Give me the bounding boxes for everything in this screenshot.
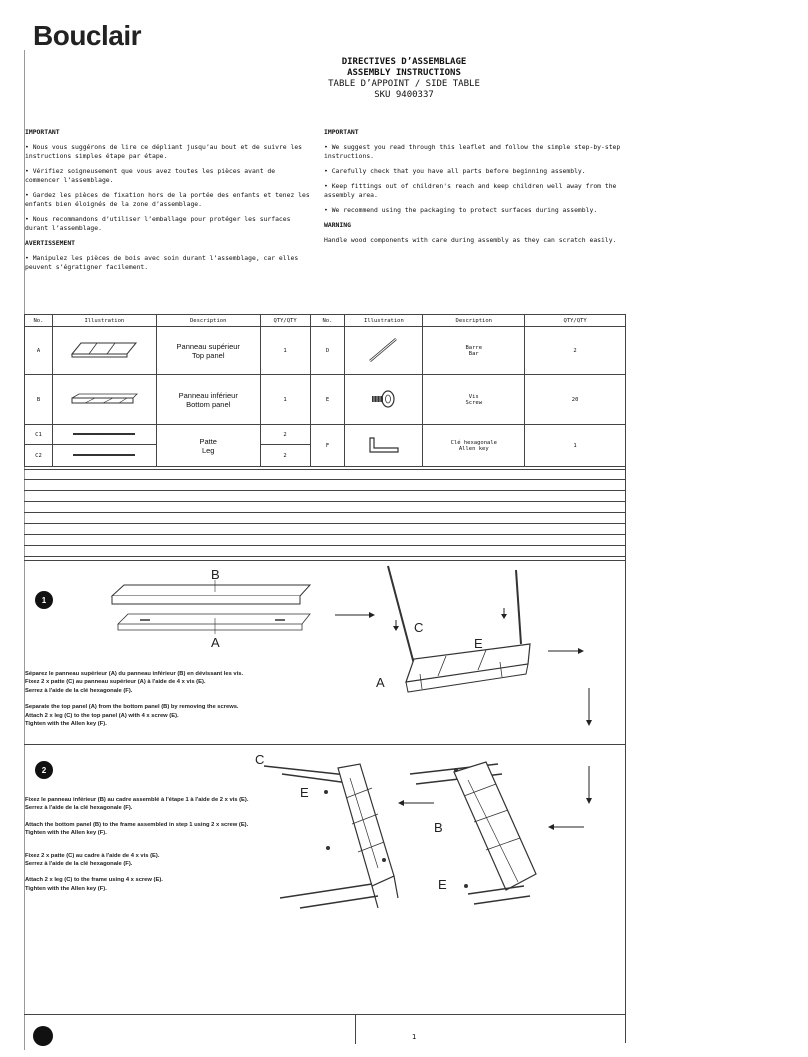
en-item: • We suggest you read through this leaflet and follow the simple step-by-step instructions. (324, 143, 621, 160)
part-description (156, 425, 260, 467)
label-e-bottom: E (438, 877, 447, 892)
rule-line (24, 523, 626, 524)
step-3-column-divider (355, 1014, 356, 1044)
part-no: E (310, 375, 345, 425)
part-illustration-bar (345, 327, 423, 375)
col-header-illustration: Illustration (52, 315, 156, 327)
en-warning-title: WARNING (324, 221, 351, 229)
desc-en: Bottom panel (186, 399, 231, 409)
top-panel-drawing (69, 340, 139, 360)
rule-line (24, 469, 626, 470)
label-b: B (434, 820, 443, 835)
allen-key-drawing (364, 434, 404, 456)
col-header-qty: QTY/QTY (525, 315, 626, 327)
part-qty: 1 (260, 327, 310, 375)
part-no: D (310, 327, 345, 375)
step-1-badge: 1 (35, 591, 53, 609)
col-header-description: Description (423, 315, 525, 327)
en-item: • Carefully check that you have all parts before beginning assembly. (324, 167, 586, 175)
part-illustration-top-panel (52, 327, 156, 375)
step-3-badge (33, 1026, 53, 1046)
part-illustration-screw (345, 375, 423, 425)
label-a-frame: A (376, 675, 385, 690)
step-2-text-line: Serrez à l'aide de la clé hexagonale (F). (25, 861, 133, 868)
step-1-text-line: Séparez le panneau supérieur (A) du panneau inférieur (B) en dévissant les vis. (25, 671, 244, 677)
header-sku: SKU 9400337 (374, 90, 434, 100)
step-1-text-line: Serrez à l'aide de la clé hexagonale (F). (25, 687, 133, 694)
arrow-down-icon (584, 688, 594, 726)
table-row (25, 375, 626, 425)
col-header-no: No. (25, 315, 53, 327)
screw-drawing (364, 386, 404, 412)
step-1-text-line: Separate the top panel (A) from the bottom panel (B) by removing the screws. (25, 704, 239, 711)
col-header-illustration: Illustration (345, 315, 423, 327)
step-2-text-line: Tighten with the Allen key (F). (25, 830, 107, 837)
table-row (25, 425, 626, 445)
rule-line (24, 545, 626, 546)
desc-fr: Patte (199, 436, 217, 446)
step-1-text-line: Fixez 2 x patte (C) au panneau supérieur (A) à l'aide de 4 x vis (E). (25, 679, 206, 686)
label-e: E (300, 785, 309, 800)
leg-c1-drawing (71, 431, 137, 437)
step-2-text (25, 796, 325, 893)
col-header-description: Description (156, 315, 260, 327)
part-description (156, 375, 260, 425)
step-1-frame-drawing (388, 564, 538, 706)
rule-line (24, 556, 626, 557)
part-no: A (25, 327, 53, 375)
part-description (423, 375, 525, 425)
rule-line (24, 490, 626, 491)
desc-en: Leg (201, 445, 215, 455)
step-1-text-line: Tighten with the Allen key (F). (25, 721, 107, 728)
part-qty: 1 (525, 425, 626, 467)
desc-fr: Clé hexagonale (450, 439, 497, 446)
bar-drawing (364, 335, 404, 365)
desc-en: Bar (468, 350, 479, 357)
arrow-down-icon (584, 766, 594, 804)
part-illustration-bottom-panel (52, 375, 156, 425)
step-3-divider (24, 1014, 626, 1015)
fr-item: • Vérifiez soigneusement que vous avez toutes les pièces avant de commencer l’assemblage. (25, 167, 276, 184)
col-header-qty: QTY/QTY (260, 315, 310, 327)
leg-c2-drawing (71, 452, 137, 458)
part-description (423, 327, 525, 375)
arrow-right-icon (335, 610, 375, 620)
fr-item: • Gardez les pièces de fixation hors de la portée des enfants et tenez les enfants bien éloignés de la zone d’assemblage. (25, 191, 310, 208)
part-description (156, 327, 260, 375)
french-notes (25, 128, 310, 278)
en-important-title: IMPORTANT (324, 128, 359, 136)
part-no: F (310, 425, 345, 467)
en-item: • Keep fittings out of children's reach and keep children well away from the assembly area. (324, 182, 617, 199)
desc-en: Allen key (458, 445, 489, 452)
label-c: C (255, 752, 265, 767)
desc-fr: Panneau inférieur (178, 390, 238, 400)
step-1-text-line: Attach 2 x leg (C) to the top panel (A) with 4 x screw (E). (25, 712, 179, 719)
part-no: B (25, 375, 53, 425)
desc-en: Top panel (191, 350, 225, 360)
arrow-left-icon (548, 822, 584, 832)
part-illustration-allen-key (345, 425, 423, 467)
label-b: B (211, 567, 220, 582)
header-title-en: ASSEMBLY INSTRUCTIONS (347, 68, 461, 78)
step-2-text-line: Fixez 2 x patte (C) au cadre à l'aide de 4 x vis (E). (25, 852, 160, 859)
page-number: 1 (412, 1033, 417, 1041)
label-a: A (211, 635, 220, 650)
header-product: TABLE D’APPOINT / SIDE TABLE (328, 79, 480, 89)
col-header-no: No. (310, 315, 345, 327)
desc-fr: Vis (468, 393, 479, 400)
parts-table (24, 314, 626, 467)
desc-fr: Barre (465, 344, 483, 351)
rule-line (24, 512, 626, 513)
rule-line (24, 534, 626, 535)
step-2-text-line: Attach 2 x leg (C) to the frame using 4 x screw (E). (25, 877, 163, 884)
step-2-frame-right-drawing (408, 756, 542, 910)
part-no: C1 (25, 425, 53, 445)
bottom-panel-drawing (69, 389, 139, 409)
part-no: C2 (25, 445, 53, 467)
table-row (25, 327, 626, 375)
desc-fr: Panneau supérieur (176, 341, 240, 351)
label-e: E (474, 636, 483, 651)
right-border (625, 314, 626, 1043)
step-2-badge: 2 (35, 761, 53, 779)
table-header-row (25, 315, 626, 327)
step-1-text (25, 670, 325, 728)
en-item: • We recommend using the packaging to protect surfaces during assembly. (324, 206, 598, 214)
rule-line (24, 479, 626, 480)
part-qty: 2 (525, 327, 626, 375)
fr-warning-title: AVERTISSEMENT (25, 239, 76, 247)
step-2-text-line: Tighten with the Allen key (F). (25, 885, 107, 892)
label-c: C (414, 620, 424, 635)
fr-item: • Nous recommandons d’utiliser l’emballage pour protéger les surfaces durant l’assemblage. (25, 215, 291, 232)
fr-warning-text: • Manipulez les pièces de bois avec soin durant l’assemblage, car elles peuvent s’égratigner facilement. (25, 254, 299, 271)
part-qty: 20 (525, 375, 626, 425)
step-2-text-line: Serrez à l'aide de la clé hexagonale (F). (25, 805, 133, 812)
part-description (423, 425, 525, 467)
part-qty: 2 (260, 425, 310, 445)
fr-item: • Nous vous suggérons de lire ce dépliant jusqu’au bout et de suivre les instructions simples étape par étape. (25, 143, 303, 160)
header-title-fr: DIRECTIVES D’ASSEMBLAGE (341, 57, 467, 67)
brand-logo: Bouclair (33, 20, 142, 51)
step-1-panels-drawing (110, 582, 320, 642)
rule-line (24, 501, 626, 502)
part-qty: 1 (260, 375, 310, 425)
doc-header (0, 57, 808, 101)
step-2-text-line: Fixez le panneau inférieur (B) au cadre assemblé à l'étape 1 à l'aide de 2 x vis (E). (25, 797, 249, 803)
english-notes (324, 128, 624, 251)
en-warning-text: Handle wood components with care during assembly as they can scratch easily. (324, 236, 617, 244)
step-2-divider (24, 744, 626, 745)
part-illustration-leg-c2 (52, 445, 156, 467)
fr-important-title: IMPORTANT (25, 128, 60, 136)
step-2-text-line: Attach the bottom panel (B) to the frame assembled in step 1 using 2 x screw (E). (25, 821, 249, 828)
part-illustration-leg-c1 (52, 425, 156, 445)
part-qty: 2 (260, 445, 310, 467)
step-1-divider (24, 560, 626, 561)
desc-en: Screw (465, 399, 483, 406)
arrow-right-icon (548, 646, 584, 656)
